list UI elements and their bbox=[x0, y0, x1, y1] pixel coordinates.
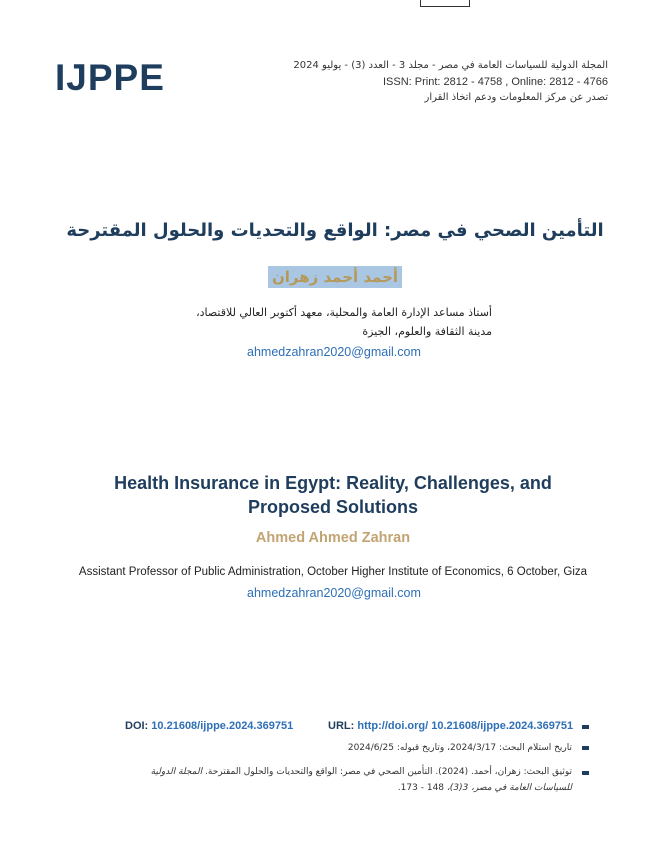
url-label: URL: bbox=[328, 720, 355, 732]
english-email-link[interactable]: ahmedzahran2020@gmail.com bbox=[247, 586, 421, 600]
doi-line bbox=[125, 720, 293, 732]
citation-line-2-italic: للسياسات العامة في مصر، 3(3)، bbox=[446, 783, 572, 793]
doi-label: DOI: bbox=[125, 720, 149, 732]
citation-line-1 bbox=[151, 767, 572, 777]
citation-line-1-italic: المجلة الدولية bbox=[150, 767, 203, 777]
url-link[interactable]: http://doi.org/ 10.21608/ijppe.2024.369751 bbox=[357, 720, 574, 732]
url-bullet bbox=[582, 725, 589, 729]
arabic-affiliation-line-1: أستاذ مساعد الإدارة العامة والمحلية، معهد أكتوبر العالي للاقتصاد، bbox=[196, 306, 492, 319]
dates-line: تاريخ استلام البحث: 2024/3/17، وتاريخ قبوله: 2024/6/25 bbox=[347, 743, 572, 753]
journal-logo: IJPPE bbox=[55, 57, 165, 98]
arabic-author-name[interactable]: أحمد أحمد زهران bbox=[268, 266, 402, 288]
arabic-title: التأمين الصحي في مصر: الواقع والتحديات والحلول المقترحة bbox=[66, 220, 604, 241]
citation-line-2 bbox=[398, 783, 572, 793]
citation-line-1-plain: توثيق البحث: زهران، أحمد. (2024). التأمين الصحي في مصر: الواقع والتحديات والحلول المقترحة. bbox=[205, 767, 572, 777]
publisher-line: تصدر عن مركز المعلومات ودعم اتخاذ القرار bbox=[424, 92, 608, 103]
citation-line-2-plain: 148 - 173. bbox=[397, 783, 445, 793]
dates-bullet bbox=[582, 746, 589, 750]
arabic-affiliation-line-2: مدينة الثقافة والعلوم، الجيزة bbox=[362, 325, 492, 338]
english-affiliation: Assistant Professor of Public Administration, October Higher Institute of Economics, 6 October, Giza bbox=[78, 566, 588, 578]
english-title: Health Insurance in Egypt: Reality, Challenges, and Proposed Solutions bbox=[114, 473, 552, 517]
journal-issue-line: المجلة الدولية للسياسات العامة في مصر - مجلد 3 - العدد (3) - يوليو 2024 bbox=[293, 60, 608, 71]
doi-link[interactable]: 10.21608/ijppe.2024.369751 bbox=[151, 720, 294, 732]
issn-line: ISSN: Print: 2812 - 4758 , Online: 2812 - 4766 bbox=[382, 76, 608, 88]
top-page-marker-box bbox=[420, 0, 470, 7]
url-line bbox=[328, 720, 573, 732]
citation-bullet bbox=[582, 771, 589, 775]
english-author-name: Ahmed Ahmed Zahran bbox=[255, 530, 411, 546]
arabic-email-link[interactable]: ahmedzahran2020@gmail.com bbox=[247, 345, 421, 359]
arabic-author-container bbox=[0, 266, 670, 288]
